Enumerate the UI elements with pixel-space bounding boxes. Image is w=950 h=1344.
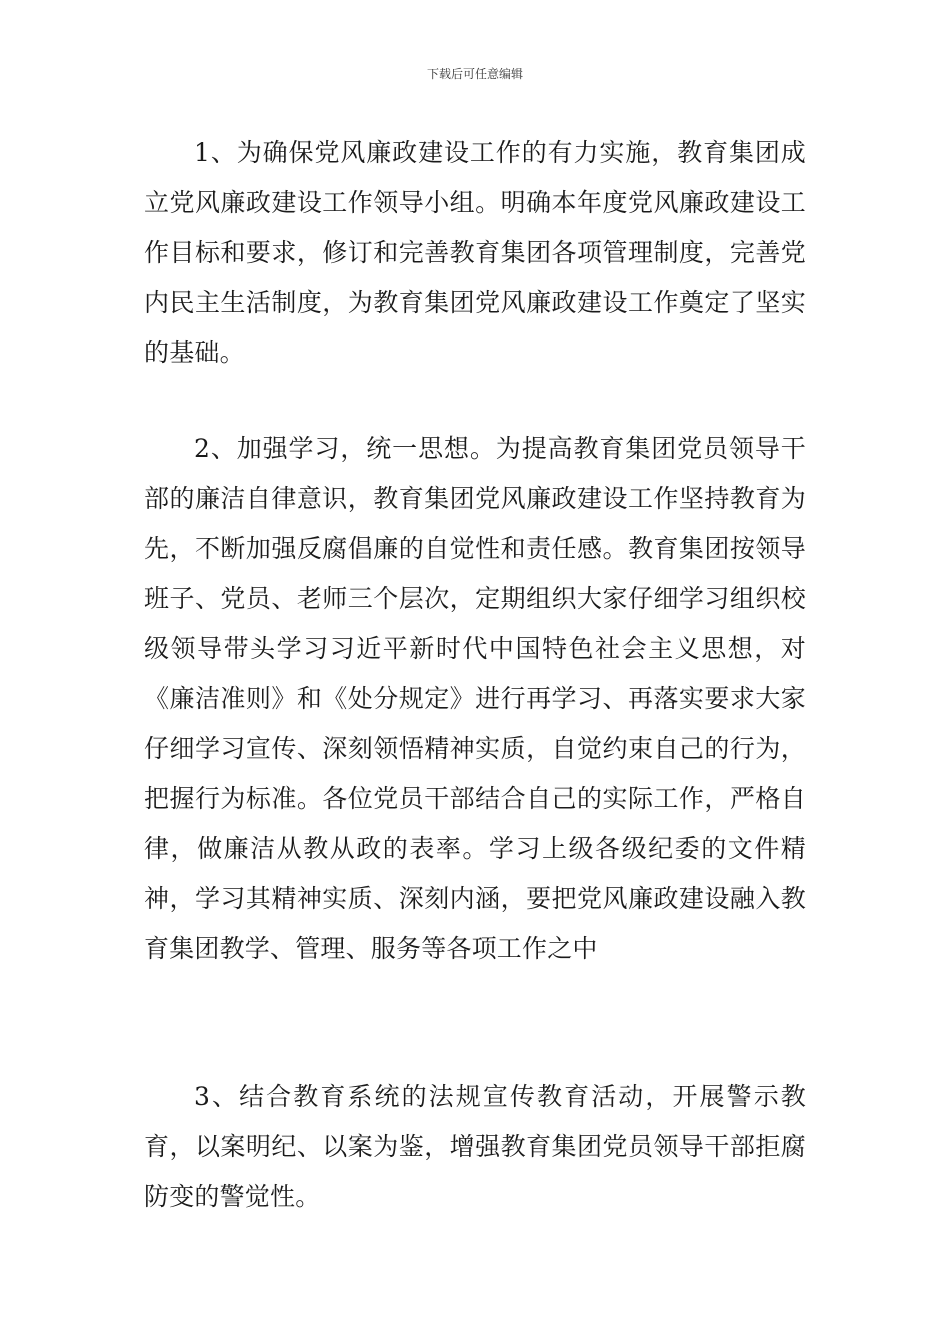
paragraph-2: 2、加强学习，统一思想。为提高教育集团党员领导干部的廉洁自律意识，教育集团党风廉政建设工作坚持教育为先，不断加强反腐倡廉的自觉性和责任感。教育集团按领导班子、党员、老师三个层次，定期组织大家仔细学习组织校级领导带头学习习近平新时代中国特色社会主义思想，对《廉洁准则》和《处分规定》进行再学习、再落实要求大家仔细学习宣传、深刻领悟精神实质，自觉约束自己的行为，把握行为标准。各位党员干部结合自己的实际工作，严格自律，做廉洁从教从政的表率。学习上级各级纪委的文件精神，学习其精神实质、深刻内涵，要把党风廉政建设融入教育集团教学、管理、服务等各项工作之中: [144, 434, 806, 963]
paragraph-3: 3、结合教育系统的法规宣传教育活动，开展警示教育，以案明纪、以案为鉴，增强教育集团党员领导干部拒腐防变的警觉性。: [144, 1082, 806, 1211]
page-header-note: 下载后可任意编辑: [426, 67, 523, 81]
paragraph-1: 1、为确保党风廉政建设工作的有力实施，教育集团成立党风廉政建设工作领导小组。明确本年度党风廉政建设工作目标和要求，修订和完善教育集团各项管理制度，完善党内民主生活制度，为教育集团党风廉政建设工作奠定了坚实的基础。: [144, 138, 806, 367]
